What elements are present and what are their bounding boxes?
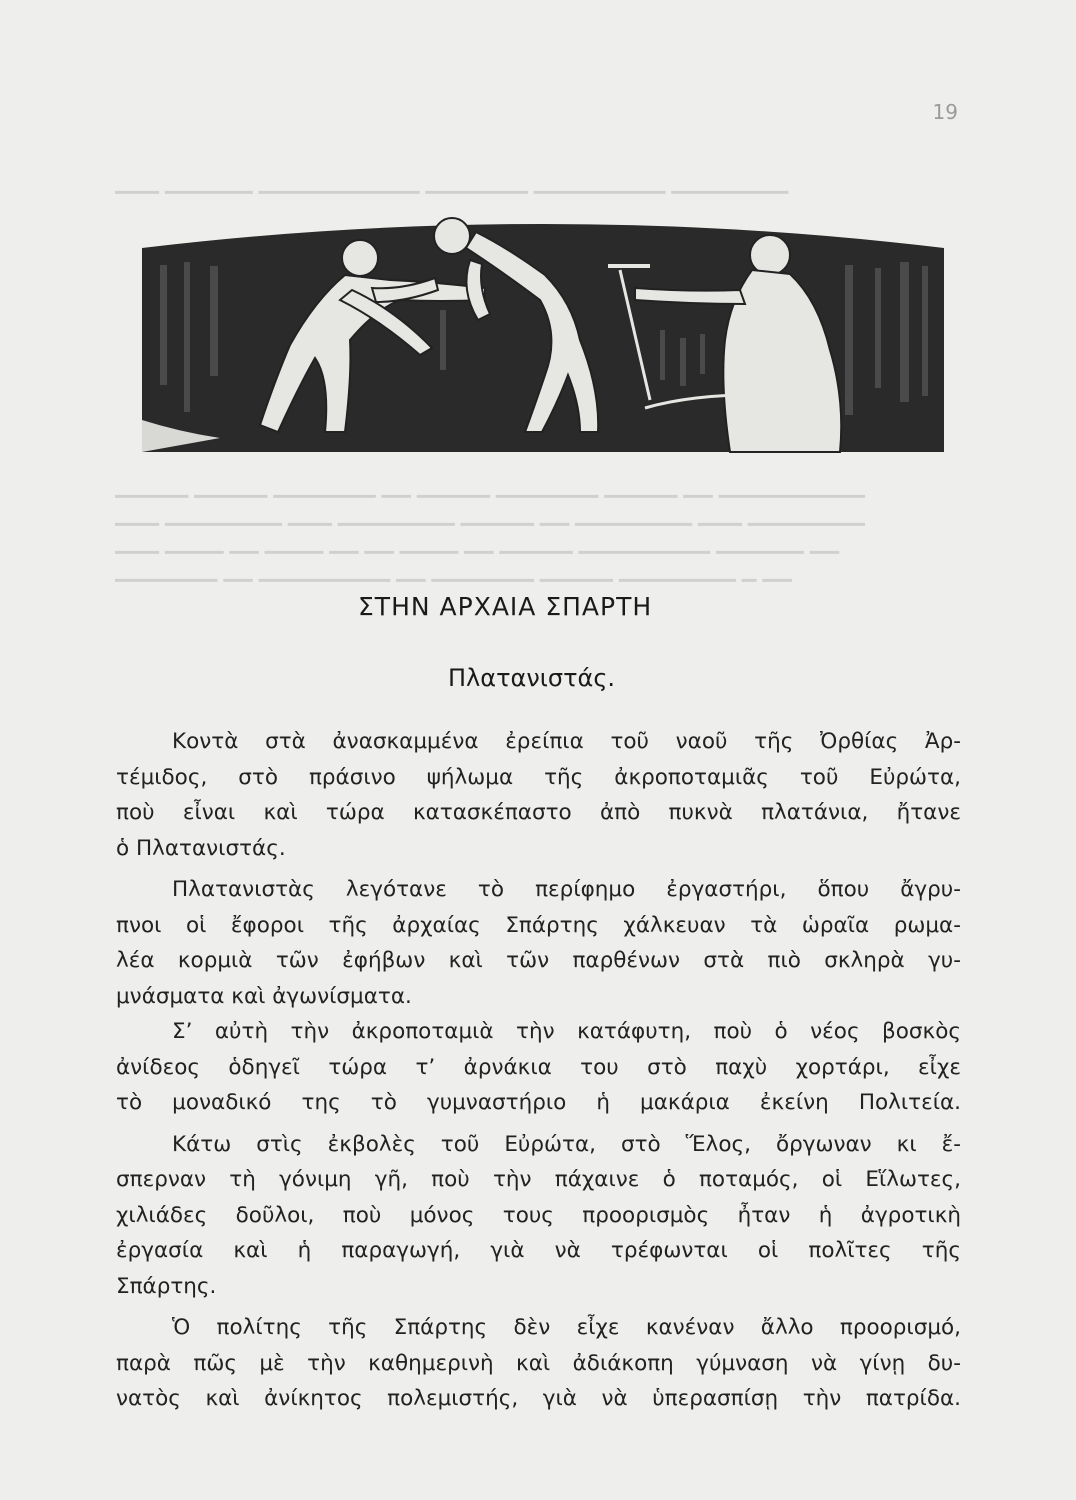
show-through-line: ▁▁▁▁▁ ▁▁▁▁▁ ▁▁▁▁▁▁▁ ▁▁ ▁▁▁▁▁ ▁▁▁▁▁▁▁ ▁▁▁▁▁ ▁▁ ▁▁▁▁▁▁▁▁▁▁ [115, 476, 865, 498]
text-line: πνοι οἱ ἔφοροι τῆς ἀρχαίας Σπάρτης χάλκευαν τὰ ὡραῖα ρωμα- [116, 912, 961, 938]
paragraph [116, 1014, 961, 1121]
text-line: Ὁ πολίτης τῆς Σπάρτης δὲν εἶχε κανέναν ἄλλο προορισμό, [172, 1315, 961, 1340]
subtitle: Πλατανιστάς. [448, 664, 616, 692]
wrestlers-vase-painting-icon [140, 170, 946, 460]
paragraph [116, 724, 961, 866]
show-through-line: ▁▁▁ ▁▁▁▁ ▁▁ ▁▁▁▁ ▁▁ ▁▁ ▁▁▁▁ ▁▁ ▁▁▁▁▁ ▁▁▁▁▁▁▁▁▁ ▁▁▁▁▁▁ ▁▁ [115, 532, 839, 554]
text-line: νατὸς καὶ ἀνίκητος πολεμιστής, γιὰ νὰ ὑπερασπίσῃ τὴν πατρίδα. [116, 1386, 961, 1411]
page-number: 19 [932, 100, 958, 124]
show-through-line: ▁▁▁▁▁▁▁ ▁▁ ▁▁▁▁▁▁▁▁▁ ▁▁ ▁▁▁▁▁▁▁ ▁▁▁▁▁ ▁▁▁▁▁▁▁▁ ▁ ▁▁ [115, 560, 792, 582]
body-text [116, 724, 961, 1417]
text-line: μνάσματα καὶ ἀγωνίσματα. [116, 983, 412, 1009]
text-line: Σ’ αὐτὴ τὴν ἀκροποταμιὰ τὴν κατάφυτη, ποὺ ὁ νέος βοσκὸς [172, 1019, 961, 1044]
text-line: λέα κορμιὰ τῶν ἐφήβων καὶ τῶν παρθένων στὰ πιὸ σκληρὰ γυ- [116, 948, 961, 973]
text-line: ποὺ εἶναι καὶ τώρα κατασκέπαστο ἀπὸ πυκνὰ πλατάνια, ἤτανε [116, 800, 961, 825]
text-line: σπερναν τὴ γόνιμη γῆ, ποὺ τὴν πάχαινε ὁ ποταμός, οἱ Εἵλωτες, [116, 1167, 961, 1192]
text-line: χιλιάδες δοῦλοι, ποὺ μόνος τους προορισμὸς ἦταν ἡ ἀγροτικὴ [116, 1202, 961, 1228]
text-line: ὁ Πλατανιστάς. [116, 835, 286, 861]
text-line: τέμιδος, στὸ πράσινο ψήλωμα τῆς ἀκροποταμιᾶς τοῦ Εὐρώτα, [116, 764, 961, 790]
text-line: ἀνίδεος ὁδηγεῖ τώρα τ’ ἀρνάκια του στὸ παχὺ χορτάρι, εἶχε [116, 1054, 961, 1080]
paragraph [116, 1310, 961, 1417]
paragraph [116, 1127, 961, 1305]
paragraph [116, 872, 961, 1014]
text-line: Σπάρτης. [116, 1273, 217, 1299]
text-line: Πλατανιστὰς λεγότανε τὸ περίφημο ἐργαστήρι, ὅπου ἄγρυ- [172, 877, 961, 902]
section-title: ΣΤΗΝ ΑΡΧΑΙΑ ΣΠΑΡΤΗ [358, 592, 653, 621]
text-line: Κοντὰ στὰ ἀνασκαμμένα ἐρείπια τοῦ ναοῦ τῆς Ὀρθίας Ἀρ- [172, 729, 961, 754]
show-through-line: ▁▁▁ ▁▁▁▁▁▁▁▁ ▁▁▁ ▁▁▁▁▁▁▁▁ ▁▁▁▁▁ ▁▁ ▁▁▁▁▁▁▁▁ ▁▁▁ ▁▁▁▁▁▁▁▁ [115, 504, 865, 526]
text-line: τὸ μοναδικό της τὸ γυμναστήριο ἡ μακάρια ἐκείνη Πολιτεία. [116, 1090, 961, 1115]
text-line: παρὰ πῶς μὲ τὴν καθημερινὴ καὶ ἀδιάκοπη γύμναση νὰ γίνῃ δυ- [116, 1350, 961, 1376]
text-line: Κάτω στὶς ἐκβολὲς τοῦ Εὐρώτα, στὸ Ἕλος, ὄργωναν κι ἔ- [172, 1131, 961, 1157]
show-through-line: ▁▁▁ ▁▁▁▁▁▁ ▁▁▁▁▁▁▁▁▁▁▁ ▁▁▁▁▁▁▁ ▁▁▁▁▁▁▁▁▁ ▁▁▁▁▁▁▁▁ [115, 172, 789, 194]
text-line: ἐργασία καὶ ἡ παραγωγή, γιὰ νὰ τρέφωνται οἱ πολῖτες τῆς [116, 1238, 961, 1263]
